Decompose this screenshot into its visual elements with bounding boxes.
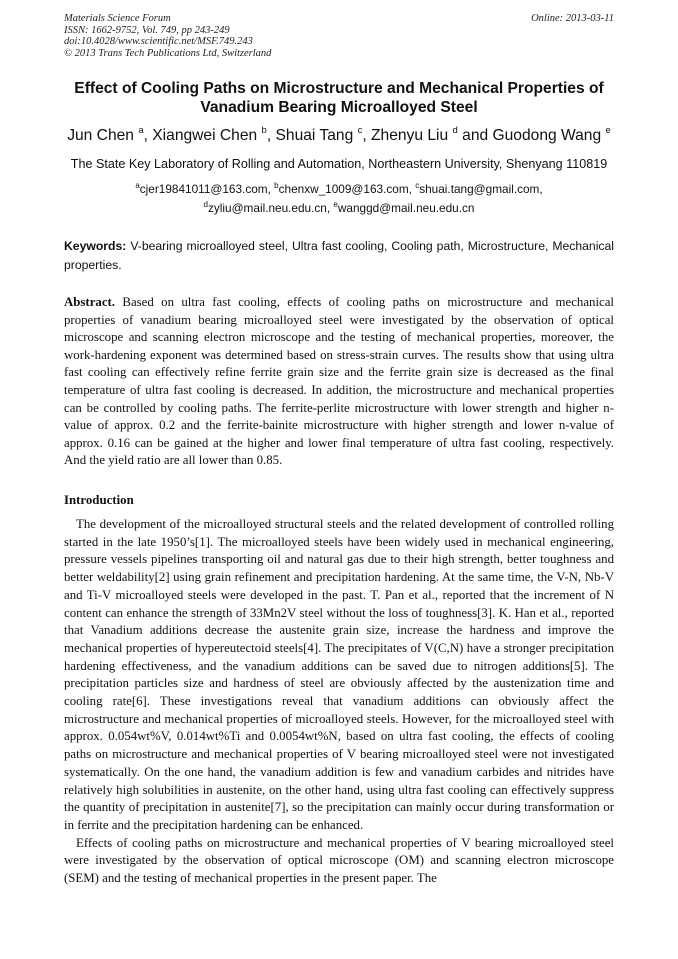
author-marker: e [605,125,611,136]
email-marker: c [415,181,420,190]
author-separator: , [143,127,153,144]
journal-copyright: © 2013 Trans Tech Publications Ltd, Switzerland [64,47,272,59]
online-date: Online: 2013-03-11 [531,13,614,24]
introduction-body [64,516,614,888]
author-name: Guodong Wang [492,127,602,144]
author-name: Jun Chen [67,127,134,144]
author-separator: and [457,127,493,144]
email-marker: b [274,181,279,190]
author-marker: d [452,125,458,136]
abstract-text: Based on ultra fast cooling, effects of cooling paths on microstructure and mechanical properties of vanadium bearing microalloyed steel were investigated by the observation of optical microscope and scanning electron microscope and the testing of mechanical properties, moreover, the work-hardening exponent was determined based on stress-strain curves. The results show that using ultra fast cooling can effectively refine ferrite grain size and the ferrite grain size is decreased as the final temperature of ultra fast cooling is decreased. In addition, the microstructure and mechanical properties can be controlled by cooling paths. The ferrite-perlite microstructure with lower strength and higher n-value of approx. 0.2 and the ferrite-bainite microstructure with higher strength and lower n-value of approx. 0.16 can be gained at the higher and lower final temperature of ultra fast cooling, respectively. And the yield ratio are all lower than 0.85. [64,295,614,468]
email-separator: , [539,182,543,196]
journal-issn: ISSN: 1662-9752, Vol. 749, pp 243-249 [64,24,230,36]
paper-title: Effect of Cooling Paths on Microstructure and Mechanical Properties of Vanadium Bearing Microalloyed Steel [74,80,604,116]
email-separator: , [267,182,275,196]
email-address[interactable]: cjer19841011@163.com [139,182,268,196]
author-marker: c [357,125,363,136]
journal-name: Materials Science Forum [64,13,171,24]
author-separator: , [362,127,372,144]
email-line [30,199,648,218]
author-name: Shuai Tang [275,127,354,144]
body-paragraph: Effects of cooling paths on microstructure and mechanical properties of V bearing microalloyed steel were investigated by the observation of optical microscope (OM) and scanning electron microscope (SEM) and the testing of mechanical properties in the present paper. The [64,835,614,886]
author-marker: a [138,125,144,136]
keywords-text: V-bearing microalloyed steel, Ultra fast cooling, Cooling path, Microstructure, Mechanical properties. [64,239,614,272]
email-list [30,180,648,217]
keywords [64,237,614,274]
author-marker: b [261,125,267,136]
body-paragraph: The development of the microalloyed structural steels and the related development of controlled rolling started in the late 1950’s[1]. The microalloyed steels have been widely used in mechanical engineering, pressure vessels pipelines transporting oil and natural gas due to their high strength, better toughness and better weldability[2] using grain refinement and precipitation hardening. At the same time, the V-N, Nb-V and Ti-V microalloyed steels were developed in the past. T. Pan et al., reported that the increment of N content can enhance the strength of 33Mn2V steel without the loss of toughness[3]. K. Han et al., reported that Vanadium additions decrease the austenite grain size, increase the hardness and improve the mechanical properties of hypereutectoid steels[4]. The precipitates of V(C,N) have a stronger precipitation hardening effectiveness, and the vanadium additions can be saved due to nitrogen additions[5]. The precipitation particles size and hardness of steel are obviously affected by the austenization time and cooling rate[6]. These investigations reveal that vanadium additions can obviously affect the microstructure and mechanical properties of microalloyed steels. However, for the microalloyed steel with approx. 0.054wt%V, 0.014wt%Ti and 0.0054wt%N, based on ultra fast cooling, the effects of cooling paths on microstructure and mechanical properties of V bearing microalloyed steel were not investigated systematically. On the one hand, the vanadium addition is few and vanadium carbides and nitrides have relatively high solubilities in austenite, on the other hand, using ultra fast cooling can effectively suppress the quantity of precipitation in austenite[7], so the precipitation can mainly occur during transformation or in ferrite and the precipitation hardening can be enhanced. [64,517,614,832]
email-marker: e [333,199,338,209]
abstract [64,294,614,470]
email-address[interactable]: shuai.tang@gmail.com [419,182,540,196]
email-address[interactable]: chenxw_1009@163.com [278,182,409,196]
email-separator: , [408,182,416,196]
keywords-label: Keywords: [64,239,127,253]
journal-doi: doi:10.4028/www.scientific.net/MSF.749.243 [64,36,253,48]
affiliation: The State Key Laboratory of Rolling and Automation, Northeastern University, Shenyang 110819 [70,157,608,171]
email-marker: d [203,199,208,209]
email-address[interactable]: zyliu@mail.neu.edu.cn [207,200,327,215]
email-separator: , [326,200,334,215]
abstract-label: Abstract. [64,295,116,309]
author-name: Zhenyu Liu [371,127,449,144]
journal-header [64,13,614,59]
section-heading-introduction: Introduction [64,493,134,507]
email-line [30,180,648,199]
author-list [30,126,648,146]
email-marker: a [135,181,140,190]
email-address[interactable]: wanggd@mail.neu.edu.cn [337,200,475,215]
author-name: Xiangwei Chen [152,127,258,144]
author-separator: , [266,127,276,144]
